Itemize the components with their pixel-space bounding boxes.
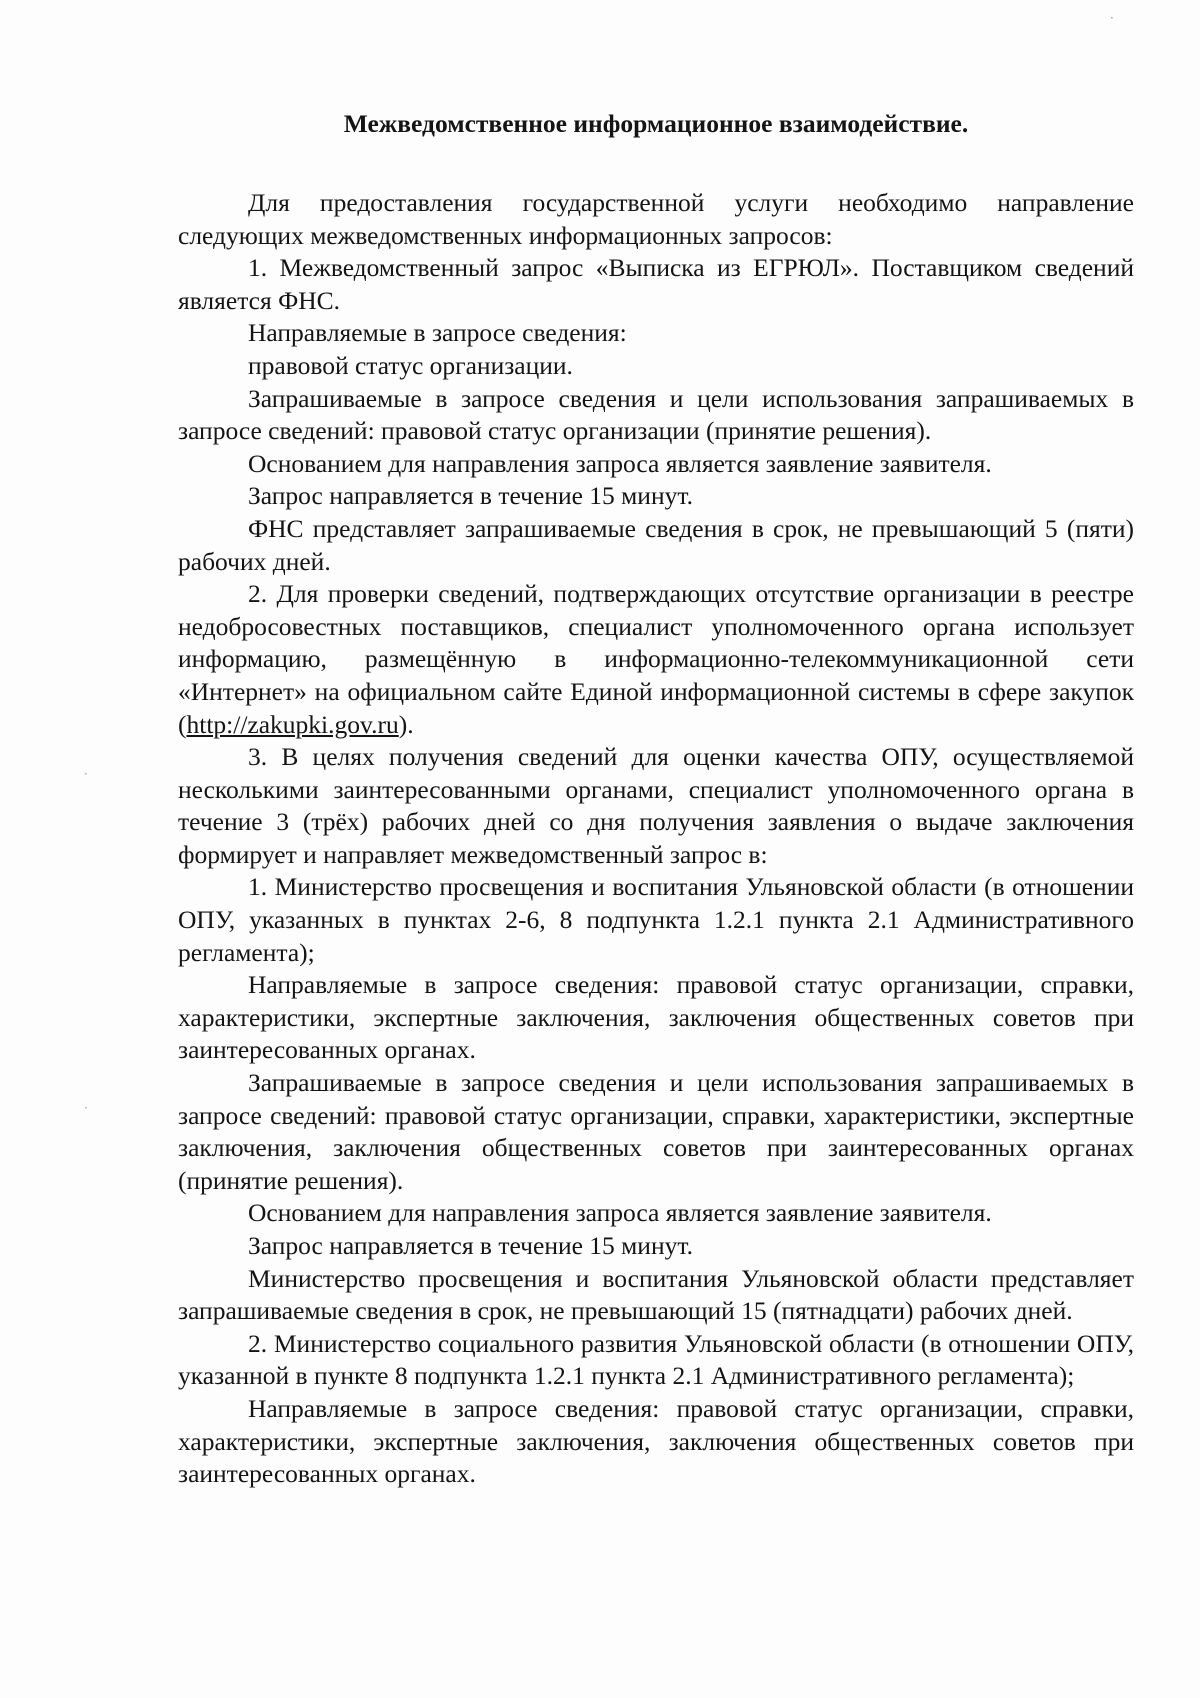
zakupki-link[interactable]: http://zakupki.gov.ru <box>186 709 399 739</box>
paragraph-text: ). <box>398 709 414 739</box>
paragraph: Направляемые в запросе сведения: правовой статус организации, справки, характеристики, экспертные заключения, заключения общественных советов при заинтересованных органах. <box>178 970 1134 1065</box>
paragraph: Запрос направляется в течение 15 минут. <box>248 481 693 511</box>
paragraph: Запрашиваемые в запросе сведения и цели использования запрашиваемых в запросе сведений: правовой статус организации, справки, характеристики, экспертные заключения, заключения общественных советов при заинтересованных органах (принятие решения). <box>178 1068 1134 1195</box>
paragraph: Для предоставления государственной услуги необходимо направление следующих межведомственных информационных запросов: <box>178 188 1134 250</box>
scan-speck: · <box>1110 11 1114 25</box>
paragraph: 3. В целях получения сведений для оценки качества ОПУ, осуществляемой несколькими заинтересованными органами, специалист уполномоченного органа в течение 3 (трёх) рабочих дней со дня получения заявления о выдаче заключения формирует и направляет межведомственный запрос в: <box>178 742 1134 869</box>
paragraph-with-link <box>178 578 1134 741</box>
paragraph-text: 2. Для проверки сведений, подтверждающих отсутствие организации в реестре недобросовестных поставщиков, специалист уполномоченного органа использует информацию, размещённую в информационно-телекоммуникационной сети «Интернет» на официальном сайте Единой информационной системы в сфере закупок ( <box>178 579 1134 739</box>
page-title: Межведомственное информационное взаимодействие. <box>343 109 969 138</box>
paragraph: 2. Министерство социального развития Ульяновской области (в отношении ОПУ, указанной в пункте 8 подпункта 1.2.1 пункта 2.1 Административного регламента); <box>178 1328 1134 1391</box>
paragraph: 1. Министерство просвещения и воспитания Ульяновской области (в отношении ОПУ, указанных в пунктах 2-6, 8 подпункта 1.2.1 пункта 2.1 Административного регламента); <box>178 872 1134 967</box>
paragraph: ФНС представляет запрашиваемые сведения в срок, не превышающий 5 (пяти) рабочих дней. <box>178 513 1134 576</box>
paragraph: Министерство просвещения и воспитания Ульяновской области представляет запрашиваемые сведения в срок, не превышающий 15 (пятнадцати) рабочих дней. <box>178 1263 1134 1326</box>
paragraph: Основанием для направления запроса является заявление заявителя. <box>248 448 992 478</box>
paragraph: Направляемые в запросе сведения: <box>248 318 627 348</box>
paragraph: Запрос направляется в течение 15 минут. <box>248 1231 693 1260</box>
document-body <box>178 108 1134 1491</box>
paragraph: правовой статус организации. <box>248 350 573 380</box>
scan-speck: · <box>84 1101 88 1115</box>
paragraph: Запрашиваемые в запросе сведения и цели использования запрашиваемых в запросе сведений: правовой статус организации (принятие решения). <box>178 383 1134 446</box>
scan-speck: · <box>84 767 88 781</box>
paragraph: 1. Межведомственный запрос «Выписка из ЕГРЮЛ». Поставщиком сведений является ФНС. <box>178 253 1134 315</box>
paragraph: Основанием для направления запроса является заявление заявителя. <box>248 1198 992 1228</box>
paragraph: Направляемые в запросе сведения: правовой статус организации, справки, характеристики, экспертные заключения, заключения общественных советов при заинтересованных органах. <box>178 1393 1134 1489</box>
